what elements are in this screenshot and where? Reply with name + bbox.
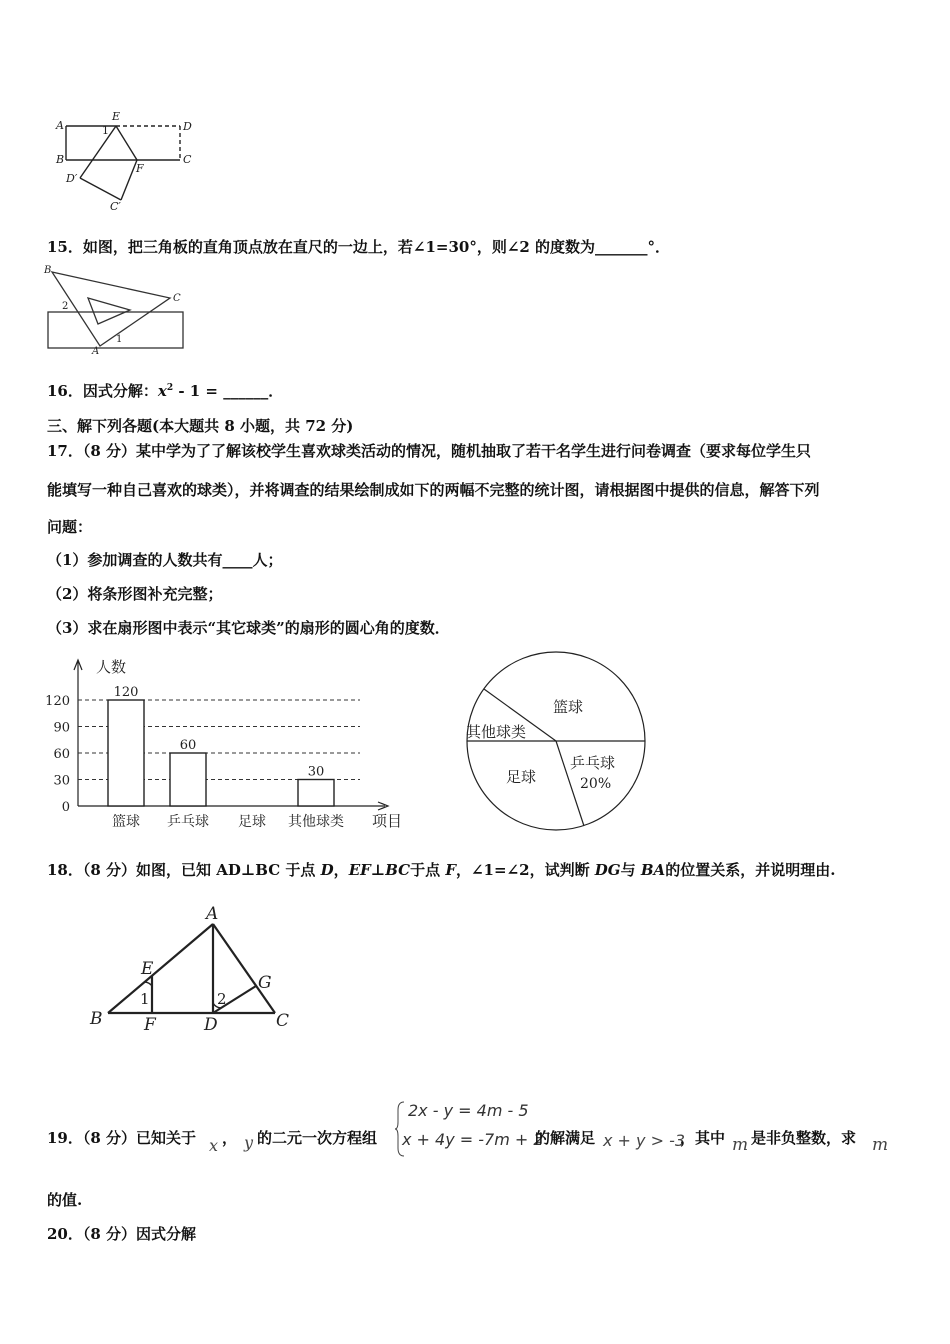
triangle-abc-figure (86, 900, 301, 1035)
category-label: 篮球 (112, 814, 140, 830)
label-b: B (90, 1009, 103, 1029)
question-19-line2: 的值. (47, 1191, 83, 1209)
question-17-line2: 能填写一种自己喜欢的球类），并将调查的结果绘制成如下的两幅不完整的统计图，请根据图中提供的信息，解答下列 (47, 481, 820, 499)
label-a: A (92, 346, 100, 356)
label-d: D (183, 120, 192, 133)
label-e: E (112, 110, 121, 123)
label-e: E (141, 959, 154, 979)
bar-chart (40, 650, 420, 835)
label-f: F (136, 162, 144, 175)
equation-1: 2x - y = 4m - 5 (408, 1101, 529, 1120)
label-b: B (56, 153, 65, 166)
var-m-2: m (872, 1135, 889, 1155)
label-b: B (44, 265, 52, 276)
question-15: 15．如图，把三角板的直角顶点放在直尺的一边上，若∠1=30°，则∠2 的度数为_______°． (47, 238, 671, 256)
bar-value-label: 60 (179, 738, 197, 753)
question-17-sub3: （3）求在扇形图中表示“其它球类”的扇形的圆心角的度数． (47, 619, 450, 637)
label-c: C (173, 293, 181, 304)
label-a: A (206, 904, 219, 924)
slice-label-other: 其他球类 (466, 723, 527, 741)
label-a: A (56, 119, 64, 132)
question-17-line1: 17．（8 分）某中学为了了解该校学生喜欢球类活动的情况，随机抽取了若干名学生进行问卷调查（要求每位学生只 (47, 442, 812, 460)
label-c-prime: C′ (110, 200, 121, 213)
section-3-title: 三、解下列各题(本大题共 8 小题，共 72 分) (47, 417, 354, 435)
question-19-prefix: 19．（8 分）已知关于 (47, 1129, 197, 1147)
system-text: 的二元一次方程组 (257, 1129, 378, 1147)
angle-1-label: 1 (116, 334, 123, 345)
brace-icon (394, 1100, 406, 1158)
equation-2: x + 4y = -7m + 2 (402, 1130, 544, 1149)
label-c: C (183, 153, 192, 166)
label-c: C (276, 1011, 290, 1031)
x-axis-label: 项目 (372, 812, 403, 830)
question-17-line3: 问题： (47, 518, 93, 536)
label-g: G (258, 973, 272, 993)
label-d: D (204, 1015, 218, 1035)
bar (298, 780, 334, 807)
var-m-1: m (732, 1135, 749, 1155)
var-x: x (209, 1136, 219, 1155)
var-y: y (244, 1133, 254, 1152)
slice-label-pingpong: 乒乓球 (570, 754, 616, 772)
question-17-sub2: （2）将条形图补充完整； (47, 585, 223, 603)
solution-text: 的解满足 (535, 1129, 596, 1147)
slice-label-basketball: 篮球 (553, 698, 584, 716)
category-label: 足球 (238, 814, 266, 830)
nonneg-text: 是非负整数，求 (751, 1129, 857, 1147)
angle-1-label: 1 (102, 124, 109, 137)
question-20: 20．（8 分）因式分解 (47, 1225, 197, 1243)
angle-1-label: 1 (140, 990, 150, 1008)
slice-percent-pingpong: 20% (580, 776, 612, 792)
bar (108, 700, 144, 806)
pie-chart (460, 650, 652, 835)
angle-2-label: 2 (62, 301, 69, 312)
angle-2-label: 2 (217, 990, 227, 1008)
bar-value-label: 120 (113, 685, 139, 700)
y-axis-label: 人数 (96, 658, 127, 676)
bar (170, 753, 206, 806)
condition: x + y > -3 (603, 1131, 686, 1150)
y-tick-label: 30 (53, 773, 70, 789)
question-16: 16．因式分解：$x^2 - 1$ = ______． (47, 382, 284, 400)
label-f: F (144, 1015, 156, 1035)
bar-value-label: 30 (307, 764, 325, 780)
y-tick-label: 0 (61, 800, 70, 815)
label-d-prime: D′ (66, 172, 78, 185)
y-tick-label: 60 (53, 747, 70, 762)
category-label: 乒乓球 (167, 814, 209, 830)
fold-rectangle-figure (50, 108, 210, 216)
question-17-sub1: （1）参加调查的人数共有____人； (47, 551, 283, 569)
ruler-triangle-figure (42, 262, 192, 356)
comma: ， (222, 1129, 238, 1147)
where-text: ，其中 (680, 1129, 726, 1147)
y-tick-label: 120 (45, 694, 70, 709)
question-18: 18．（8 分）如图，已知 AD⊥BC 于点 D，EF⊥BC于点 F，∠1=∠2，试判断 DG与 BA的位置关系，并说明理由. (47, 861, 836, 879)
slice-label-football: 足球 (506, 768, 537, 786)
y-tick-label: 90 (53, 720, 70, 736)
category-label: 其他球类 (288, 814, 344, 830)
